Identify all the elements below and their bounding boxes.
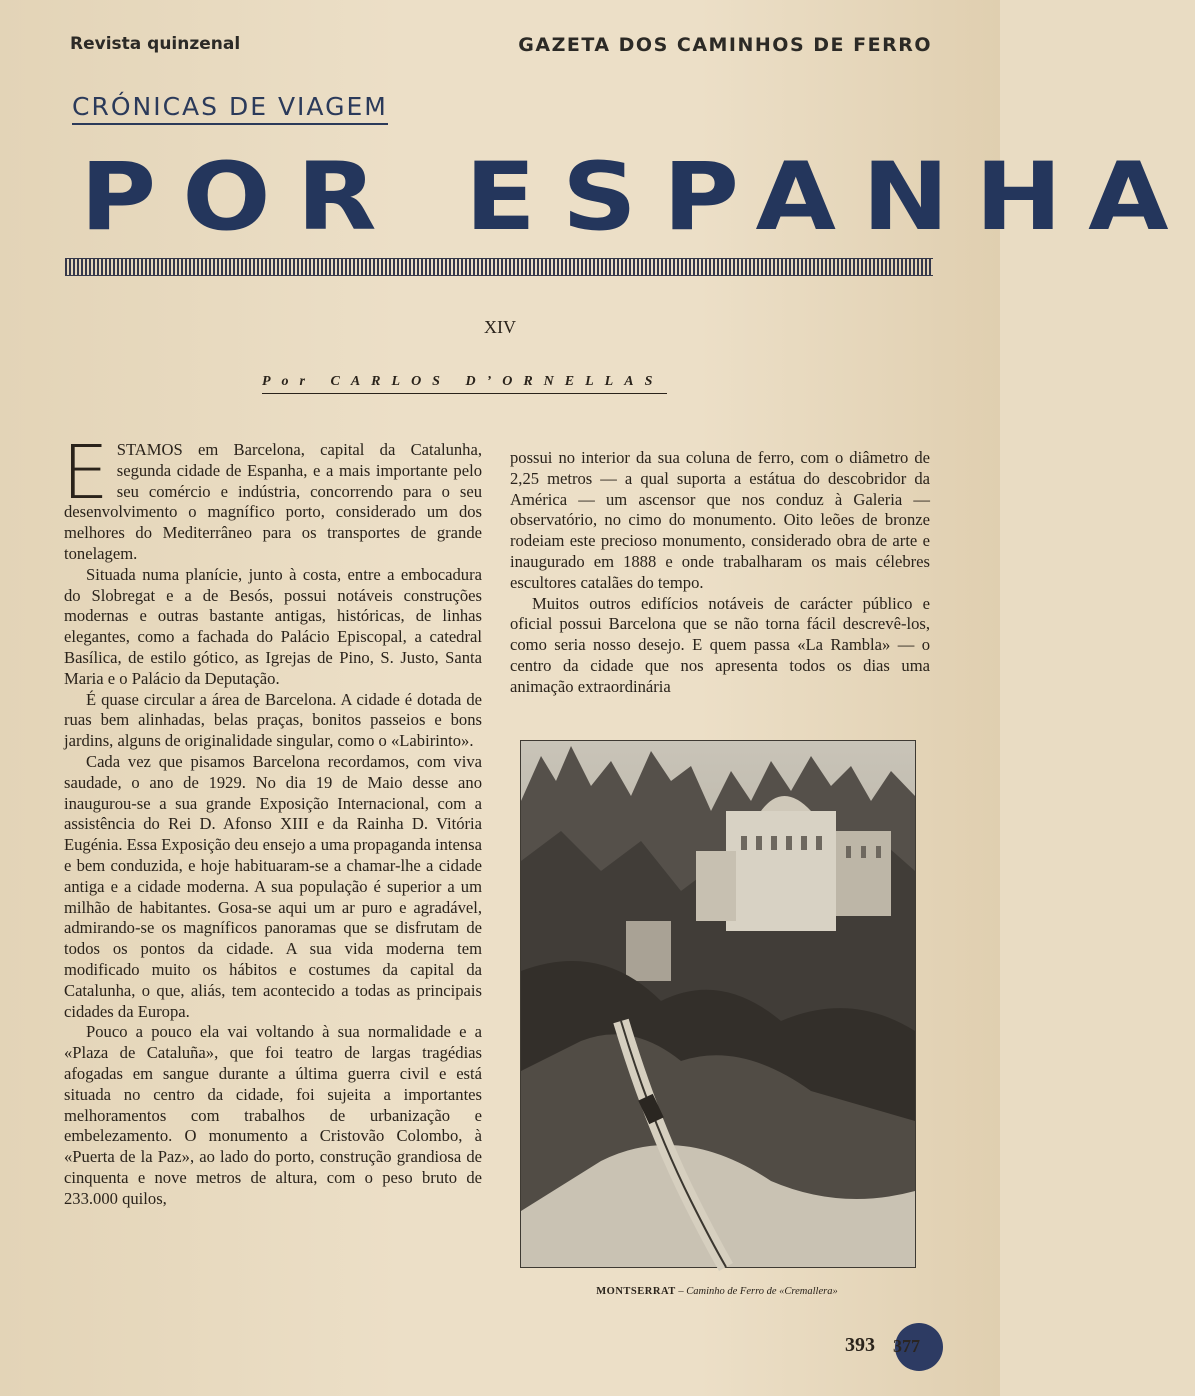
byline: Por CARLOS D’ORNELLAS	[262, 374, 667, 394]
paragraph-4: Cada vez que pisamos Barcelona recordamos, com viva saudade, o ano de 1929. No dia 19 de Maio desse ano inaugurou-se a sua grande Exposição Internacional, com a assistência do Rei D. Afonso XIII e da Rainha D. Vitória Eugénia. Essa Exposição deu ensejo a uma propaganda intensa e bem conduzida, e hoje habituaram-se a chamar-lhe a cidade antiga e a cidade moderna. A sua população é superior a um milhão de habitantes. Gosa-se aqui um ar puro e agradável, admirando-se os magníficos panoramas que se disfrutam de todos os pontos da cidade. A sua vida moderna tem modificado muito os hábitos e costumes da capital da Catalunha, o que, aliás, tem acontecido a todas as principais cidades da Europa.	[64, 751, 482, 1021]
caption-place: MONTSERRAT	[596, 1286, 676, 1297]
chapter-number: XIV	[484, 317, 516, 337]
montserrat-landscape-image	[521, 741, 915, 1267]
paragraph-7: Muitos outros edifícios notáveis de carácter público e oficial possui Barcelona que se não torna fácil descrevê-los, como seria nosso desejo. E quem passa «La Rambla» — o centro da cidade que nos apresenta todos os dias uma animação extraordinária	[510, 593, 930, 696]
header-left: Revista quinzenal	[70, 34, 241, 54]
right-column	[510, 448, 930, 698]
drop-cap: E	[62, 430, 109, 516]
header-right: GAZETA DOS CAMINHOS DE FERRO	[518, 34, 932, 56]
photo-caption	[520, 1286, 914, 1297]
paragraph-5: Pouco a pouco ela vai voltando à sua normalidade e a «Plaza de Cataluña», que foi teatro de largas tragédias afogadas em sangue durante a última guerra civil e está situada no centro da cidade, foi sujeita a importantes melhoramentos com trabalhos de urbanização e embelezamento. O monumento a Cristovão Colombo, à «Puerta de la Paz», ao lado do porto, construção grandiosa de cinquenta e nove metros de altura, com o peso bruto de 233.000 quilos,	[64, 1022, 482, 1208]
caption-text: – Caminho de Ferro de «Cremallera»	[675, 1286, 838, 1297]
montserrat-photo	[520, 740, 916, 1268]
section-title: CRÓNICAS DE VIAGEM	[72, 92, 388, 125]
decorative-rule	[65, 258, 933, 276]
article-title: POR ESPANHA	[80, 141, 1195, 252]
secondary-page-number: 377	[893, 1336, 920, 1356]
paragraph-2: Situada numa planície, junto à costa, entre a embocadura do Slobregat e a de Besós, possui notáveis construções modernas e outras bastante antigas, históricas, de linhas elegantes, como a fachada do Palácio Episcopal, a catedral Basílica, de estilo gótico, as Igrejas de Pino, S. Justo, Santa Maria e o Palácio da Deputação.	[64, 564, 482, 688]
page-number: 393	[845, 1334, 875, 1356]
left-column	[62, 430, 482, 1209]
paragraph-3: É quase circular a área de Barcelona. A cidade é dotada de ruas bem alinhadas, belas praças, bonitos passeios e bons jardins, alguns de originalidade singular, como o «Labirinto».	[64, 689, 482, 751]
paragraph-6: possui no interior da sua coluna de ferro, com o diâmetro de 2,25 metros — a qual suporta a estátua do descobridor da América — um ascensor que nos conduz à Galeria — observatório, no cimo do monumento. Oito leões de bronze rodeiam este precioso monumento, considerado obra de arte e inaugurado em 1888 e onde trabalharam os mais célebres escultores catalães do tempo.	[510, 448, 930, 592]
paragraph-1-text: STAMOS em Barcelona, capital da Catalunha, segunda cidade de Espanha, e a mais importante pelo seu comércio e indústria, concorrendo para o seu desenvolvimento o magnífico porto, considerado um dos melhores do Mediterrâneo para os transportes de grande tonelagem.	[64, 440, 482, 563]
paragraph-1	[62, 430, 482, 565]
